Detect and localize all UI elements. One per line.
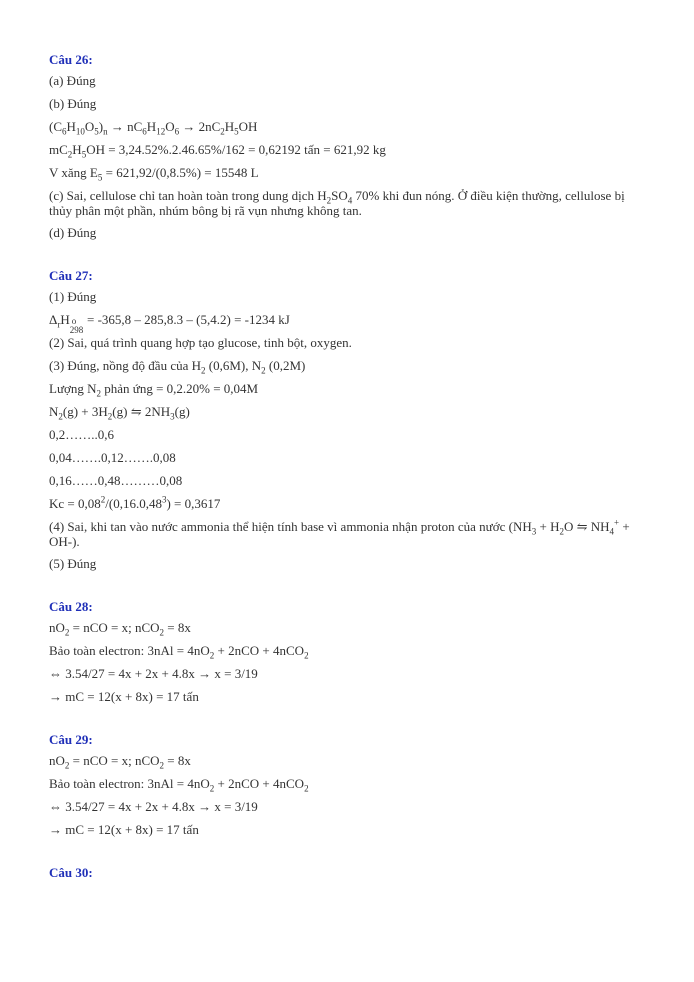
reacted-amount: Lượng $N_2$ phản ứng = 0,2.20% = 0,04M bbox=[49, 381, 259, 399]
electron-conservation: Bảo toàn electron: $3nAl = 4nO_2 + 2nCO + 4nCO_2$ bbox=[49, 776, 309, 794]
equilibrium-reaction: $N_2(g) + 3H_2(g)$ ⇋ $2NH_3(g)$ bbox=[49, 404, 190, 422]
question-26 bbox=[49, 50, 649, 244]
question-title: Câu 29: bbox=[49, 732, 93, 747]
mole-definition: $nO_2$ = nCO = x; nCO$_2$ = 8x bbox=[49, 620, 191, 638]
statement-5: (5) Đúng bbox=[49, 556, 97, 571]
answer-d: (d) Đúng bbox=[49, 225, 97, 240]
document-page bbox=[49, 50, 649, 882]
statement-2: (2) Sai, quá trình quang hợp tạo glucose, tinh bột, oxygen. bbox=[49, 335, 352, 350]
carbon-mass: → mC = 12(x + 8x) = 17 tấn bbox=[49, 689, 199, 704]
question-28 bbox=[49, 597, 649, 708]
answer-b: (b) Đúng bbox=[49, 96, 97, 111]
spacer bbox=[49, 841, 649, 863]
question-27 bbox=[49, 266, 649, 575]
ice-row-equilibrium: 0,16……0,48………0,08 bbox=[49, 473, 183, 488]
enthalpy-calculation: $\Delta_rH$ o 298 = -365,8 – 285,8.3 – (5,4.2) = -1234 kJ bbox=[49, 312, 290, 335]
answer-a: (a) Đúng bbox=[49, 73, 96, 88]
question-title: Câu 28: bbox=[49, 599, 93, 614]
mole-definition: $nO_2$ = nCO = x; nCO$_2$ = 8x bbox=[49, 753, 191, 771]
question-title: Câu 30: bbox=[49, 865, 93, 880]
volume-calculation: V xăng $E_5 = 621,92/(0,8.5\%) = 15548$ L bbox=[49, 165, 259, 183]
spacer bbox=[49, 244, 649, 266]
answer-c: (c) Sai, cellulose chỉ tan hoàn toàn trong dung dịch $H_2SO_4$ 70% khi đun nóng. Ở điều kiện thường, cellulose bị thủy phân một phần, nhúm bông bị rã vụn nhưng không tan. bbox=[49, 188, 625, 218]
statement-4: (4) Sai, khi tan vào nước ammonia thể hiện tính base vì ammonia nhận proton của nước ($NH_3 + H_2O$ ⇋ $NH_4^+ + OH-$). bbox=[49, 517, 630, 549]
question-29 bbox=[49, 730, 649, 841]
spacer bbox=[49, 708, 649, 730]
ice-row-change: 0,04…….0,12…….0,08 bbox=[49, 450, 176, 465]
question-title: Câu 26: bbox=[49, 52, 93, 67]
question-title: Câu 27: bbox=[49, 268, 93, 283]
solve-x: ⇔ 3.54/27 = 4x + 2x + 4.8x → x = 3/19 bbox=[49, 666, 258, 681]
carbon-mass: → mC = 12(x + 8x) = 17 tấn bbox=[49, 822, 199, 837]
statement-1: (1) Đúng bbox=[49, 289, 97, 304]
mass-calculation: $mC_2H_5OH = 3,24.52\%.2.46.65\%/162 = 0,62192$ tấn = 621,92 kg bbox=[49, 142, 386, 160]
solve-x: ⇔ 3.54/27 = 4x + 2x + 4.8x → x = 3/19 bbox=[49, 799, 258, 814]
reaction-equation: $(C_6H_{10}O_5)_n \to nC_6H_{12}O_6 \to 2nC_2H_5OH$ bbox=[49, 119, 258, 137]
electron-conservation: Bảo toàn electron: $3nAl = 4nO_2 + 2nCO + 4nCO_2$ bbox=[49, 643, 309, 661]
ice-row-initial: 0,2……..0,6 bbox=[49, 427, 114, 442]
spacer bbox=[49, 575, 649, 597]
statement-3: (3) Đúng, nồng độ đầu của $H_2$ (0,6M), $N_2$ (0,2M) bbox=[49, 358, 306, 376]
question-30 bbox=[49, 863, 649, 882]
kc-calculation: $Kc = 0,08^2/(0,16.0,48^3) = 0,3617$ bbox=[49, 494, 221, 511]
